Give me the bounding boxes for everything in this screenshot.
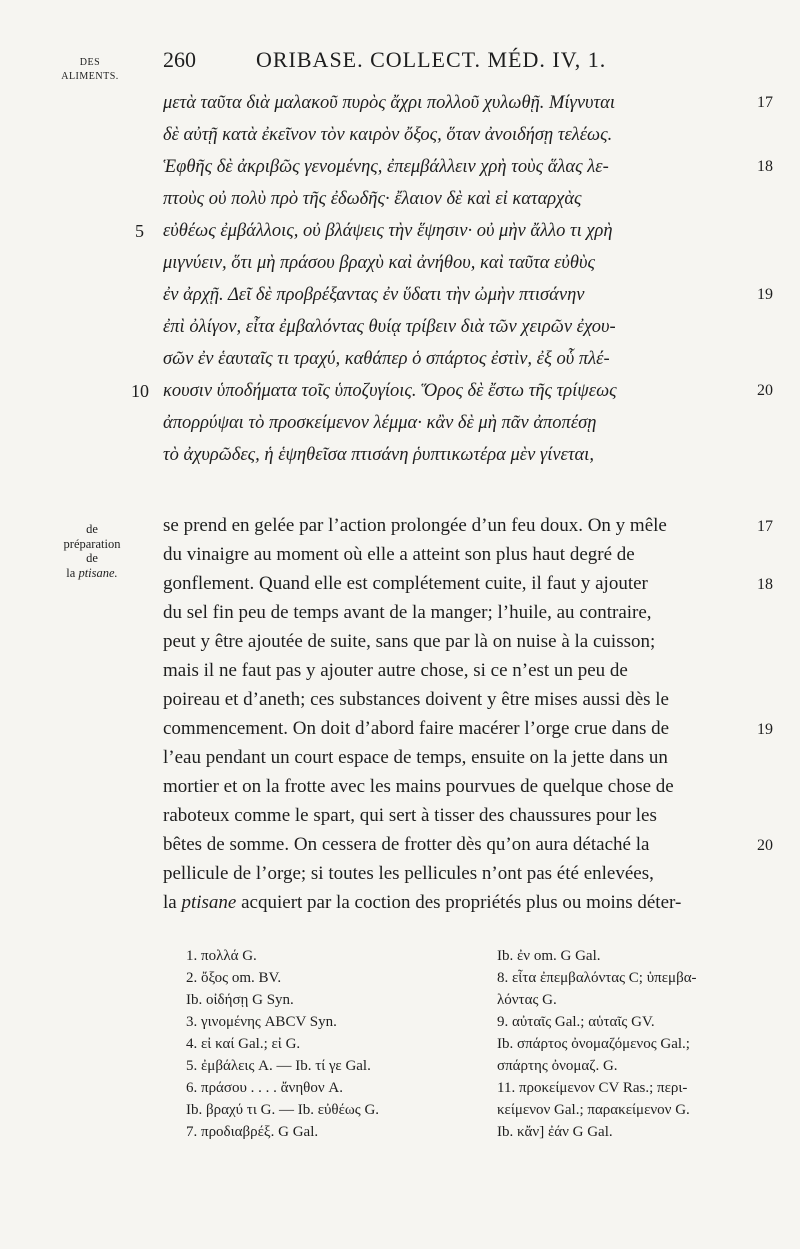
french-line: l’eau pendant un court espace de temps, ensuite on la jette dans un <box>163 747 668 768</box>
french-line: peut y être ajoutée de suite, sans que par là on nuise à la cuisson; <box>163 631 656 652</box>
page-number: 260 <box>163 47 196 72</box>
footnotes-left <box>186 945 446 1143</box>
french-line: poireau et d’aneth; ces substances doivent y être mises aussi dès le <box>163 689 669 710</box>
greek-section-number: 18 <box>757 158 773 175</box>
greek-line: δὲ αὐτῇ κατὰ ἐκεῖνον τὸν καιρὸν ὄξος, ὅταν ἀνοιδήσῃ τελέως. <box>163 125 613 145</box>
footnote: Ib. οἰδήσῃ G Syn. <box>186 992 294 1008</box>
french-line: pellicule de l’orge; si toutes les pellicules n’ont pas été enlevées, <box>163 863 654 884</box>
footnote: Ib. κἄν] ἐάν G Gal. <box>497 1124 613 1140</box>
margin-note-line: de <box>86 522 98 536</box>
greek-line: τὸ ἀχυρῶδες, ἡ ἑψηθεῖσα πτισάνη ῥυπτικωτέρα μὲν γίνεται, <box>163 445 594 465</box>
french-section-number: 17 <box>757 518 773 535</box>
footnote: 1. πολλά G. <box>186 948 257 964</box>
french-section-number: 19 <box>757 721 773 738</box>
french-line: commencement. On doit d’abord faire macérer l’orge crue dans de <box>163 718 670 739</box>
footnote: 5. ἐμβάλεις A. — Ib. τί γε Gal. <box>186 1058 371 1074</box>
margin-note-line: préparation <box>63 536 121 551</box>
footnote: 2. ὄξος om. BV. <box>186 970 282 986</box>
french-line: raboteux comme le spart, qui sert à tisser des chaussures pour les <box>163 805 657 826</box>
footnote: 11. προκείμενον CV Ras.; περι- <box>497 1080 688 1096</box>
footnote: Ib. σπάρτος ὀνομαζόμενος Gal.; <box>497 1036 690 1052</box>
footnote: Ib. βραχύ τι G. — Ib. εὐθέως G. <box>186 1102 380 1118</box>
greek-section-number: 19 <box>757 286 773 303</box>
footnote: 7. προδιαβρέξ. G Gal. <box>186 1124 319 1140</box>
footnote: λόντας G. <box>497 992 557 1008</box>
french-section-number: 18 <box>757 576 773 593</box>
running-title: ORIBASE. COLLECT. MÉD. IV, 1. <box>256 47 607 72</box>
margin-note-text: la <box>66 565 79 580</box>
french-text: acquiert par la coction des propriétés plus ou moins déter- <box>236 892 682 913</box>
french-line: du sel fin peu de temps avant de la manger; l’huile, au contraire, <box>163 602 652 623</box>
footnote: σπάρτης ὀνομαζ. G. <box>497 1058 618 1074</box>
margin-note-line: de <box>86 551 98 565</box>
greek-section-number: 20 <box>757 382 773 399</box>
greek-line: σῶν ἐν ἑαυταῖς τι τραχύ, καθάπερ ὁ σπάρτος ἐστὶν, ἐξ οὗ πλέ- <box>163 349 610 369</box>
greek-line: μιγνύειν, ὅτι μὴ πράσου βραχὺ καὶ ἀνήθου, καὶ ταῦτα εὐθὺς <box>163 253 595 273</box>
footnote: 6. πράσου . . . . ἄνηθον A. <box>186 1080 343 1096</box>
greek-line: πτοὺς οὐ πολὺ πρὸ τῆς ἐδωδῆς· ἔλαιον δὲ καὶ εἰ καταρχὰς <box>163 189 582 209</box>
footnote: Ib. ἐν om. G Gal. <box>497 948 601 964</box>
french-line: gonflement. Quand elle est complétement cuite, il faut y ajouter <box>163 573 648 594</box>
greek-line: κουσιν ὑποδήματα τοῖς ὑποζυγίοις. Ὅρος δὲ ἔστω τῆς τρίψεως <box>163 381 617 401</box>
french-line: bêtes de somme. On cessera de frotter dès qu’on aura détaché la <box>163 834 650 855</box>
french-line: se prend en gelée par l’action prolongée d’un feu doux. On y mêle <box>163 515 667 536</box>
french-text: la <box>163 892 182 913</box>
french-italic: ptisane <box>181 892 237 913</box>
margin-note-italic: ptisane. <box>78 565 118 580</box>
greek-line-number: 5 <box>135 221 144 241</box>
greek-section-number: 17 <box>757 94 773 111</box>
greek-line: ἐν ἀρχῇ. Δεῖ δὲ προβρέξαντας ἐν ὕδατι τὴν ὠμὴν πτισάνην <box>163 285 585 305</box>
greek-line: μετὰ ταῦτα διὰ μαλακοῦ πυρὸς ἄχρι πολλοῦ χυλωθῇ. Μίγνυται <box>163 93 616 113</box>
footnote: κείμενον Gal.; παρακείμενον G. <box>497 1102 690 1118</box>
french-line: mais il ne faut pas y ajouter autre chose, si ce n’est un peu de <box>163 660 628 681</box>
french-line: mortier et on la frotte avec les mains pourvues de quelque chose de <box>163 776 674 797</box>
greek-line: ἀπορρύψαι τὸ προσκείμενον λέμμα· κἂν δὲ μὴ πᾶν ἀποπέσῃ <box>163 413 597 433</box>
greek-line: Ἑφθῆς δὲ ἀκριβῶς γενομένης, ἐπεμβάλλειν χρὴ τοὺς ἅλας λε- <box>163 157 609 177</box>
greek-line: ἐπὶ ὀλίγον, εἶτα ἐμβαλόντας θυίᾳ τρίβειν διὰ τῶν χειρῶν ἐχου- <box>163 317 616 337</box>
greek-line-number: 10 <box>131 381 149 401</box>
greek-line: εὐθέως ἐμβάλλοις, οὐ βλάψεις τὴν ἕψησιν· οὐ μὴν ἄλλο τι χρὴ <box>163 221 613 241</box>
footnote: 8. εἶτα ἐπεμβαλόντας C; ὑπεμβα- <box>497 970 697 986</box>
footnotes-right <box>497 945 747 1143</box>
footnote: 9. αὐταῖς Gal.; αὑταῖς GV. <box>497 1014 655 1030</box>
margin-note <box>40 522 144 580</box>
footnote: 3. γινομένης ABCV Syn. <box>186 1014 337 1030</box>
french-line: du vinaigre au moment où elle a atteint son plus haut degré de <box>163 544 635 565</box>
running-side-head: DES ALIMENTS. <box>61 57 119 82</box>
footnote: 4. εἰ καί Gal.; εἰ G. <box>186 1036 301 1052</box>
french-section-number: 20 <box>757 837 773 854</box>
french-line <box>163 889 743 917</box>
margin-note-line <box>40 566 144 581</box>
